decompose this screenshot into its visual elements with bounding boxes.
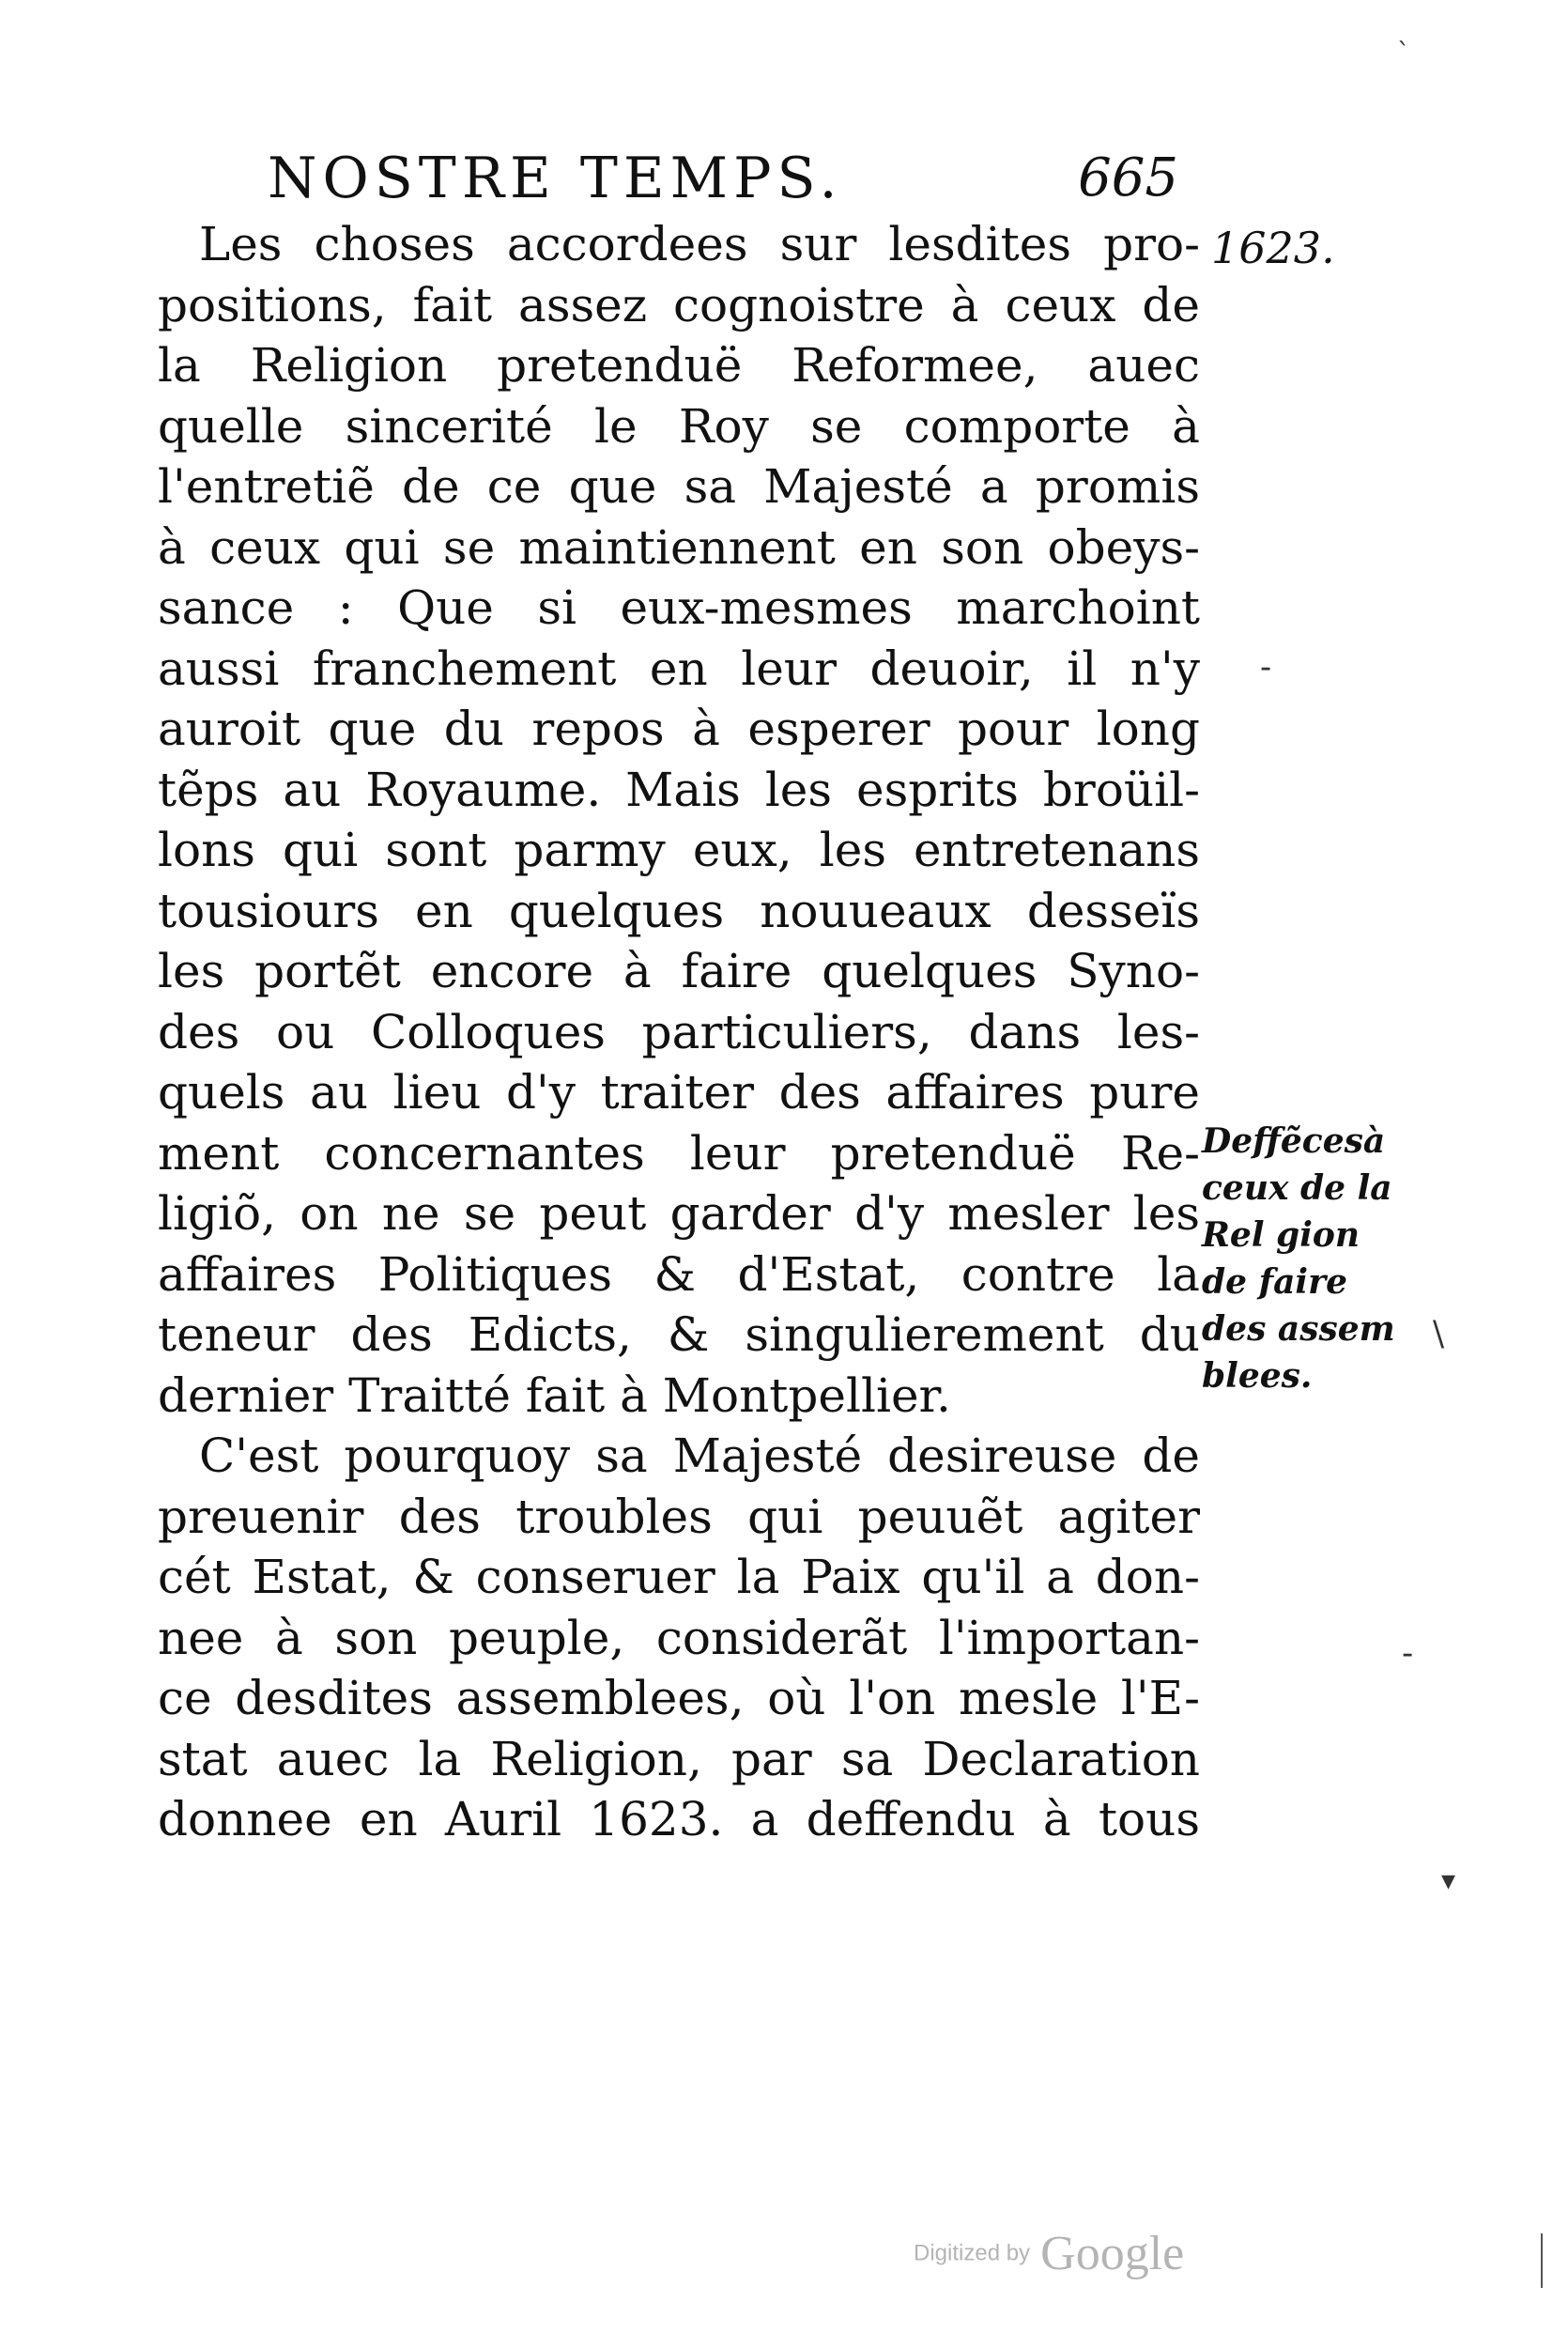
text-line: sance : Que si eux-mesmes marchoint [158,580,1200,635]
text-line: quelle sincerité le Roy se comporte à [158,398,1200,454]
marginal-note-line: Deffẽcesà [1202,1121,1386,1161]
text-line: ment concernantes leur pretenduë Re- [158,1125,1200,1181]
marginal-note [1202,1118,1408,1399]
text-line: Les choses accordees sur lesdites pro- [199,217,1200,271]
stray-mark: ` [1397,38,1410,69]
stray-mark: - [1402,1634,1414,1673]
stray-mark: \ [1433,1315,1445,1353]
text-line: à ceux qui se maintiennent en son obeys- [158,519,1200,575]
digitized-by-google-watermark [914,2226,1184,2281]
text-line: des ou Colloques particuliers, dans les- [158,1004,1200,1059]
text-line: auroit que du repos à esperer pour long [158,702,1200,756]
text-line: C'est pourquoy sa Majesté desireuse de [199,1429,1200,1483]
marginal-note-line: Rel gion [1202,1215,1360,1255]
text-line: ce desdites assemblees, où l'on mesle l'E- [158,1671,1200,1725]
text-line: teneur des Edicts, & singulierement du [158,1307,1200,1362]
text-line: cét Estat, & conseruer la Paix qu'il a don- [158,1550,1200,1604]
text-line: stat auec la Religion, par sa Declaration [158,1731,1200,1786]
text-line: tẽps au Royaume. Mais les esprits broüil- [158,762,1200,817]
text-line: les portẽt encore à faire quelques Syno- [158,944,1200,998]
text-line: tousiours en quelques nouueaux desseïs [158,883,1200,938]
text-line: lons qui sont parmy eux, les entretenans [158,823,1200,877]
stray-mark: - [1260,648,1272,687]
text-line: affaires Politiques & d'Estat, contre la [158,1246,1200,1302]
marginal-note-line: de faire [1202,1262,1347,1302]
text-line: dernier Traitté fait à Montpellier. [158,1367,951,1423]
stray-mark: ▾ [1441,1864,1456,1897]
text-line: donnee en Auril 1623. a deffendu à tous [158,1792,1200,1846]
text-line: la Religion pretenduë Reformee, auec [158,338,1200,393]
text-line: positions, fait assez cognoistre à ceux de [158,277,1200,332]
body-text [158,214,1200,1850]
marginal-note-line: des assem [1202,1309,1395,1349]
running-header [268,141,1188,216]
text-line: quels au lieu d'y traiter des affaires pure [158,1065,1200,1120]
text-line: preuenir des troubles qui peuuẽt agiter [158,1489,1200,1544]
text-line: aussi franchement en leur deuoir, il n'y [158,641,1200,696]
margin-year: 1623. [1211,223,1335,273]
page-number: 665 [1078,147,1178,209]
marginal-note-line: ceux de la [1202,1168,1392,1208]
digitized-label: Digitized by [914,2240,1031,2266]
marginal-note-line: blees. [1202,1356,1313,1396]
google-logo: Google [1040,2227,1185,2280]
text-line: l'entretiẽ de ce que sa Majesté a promis [158,459,1200,514]
text-line: nee à son peuple, considerãt l'importan- [158,1610,1200,1665]
text-line: ligiõ, on ne se peut garder d'y mesler les [158,1186,1200,1241]
running-title: NOSTRE TEMPS. [268,146,843,211]
scan-edge-mark [1541,2233,1543,2288]
